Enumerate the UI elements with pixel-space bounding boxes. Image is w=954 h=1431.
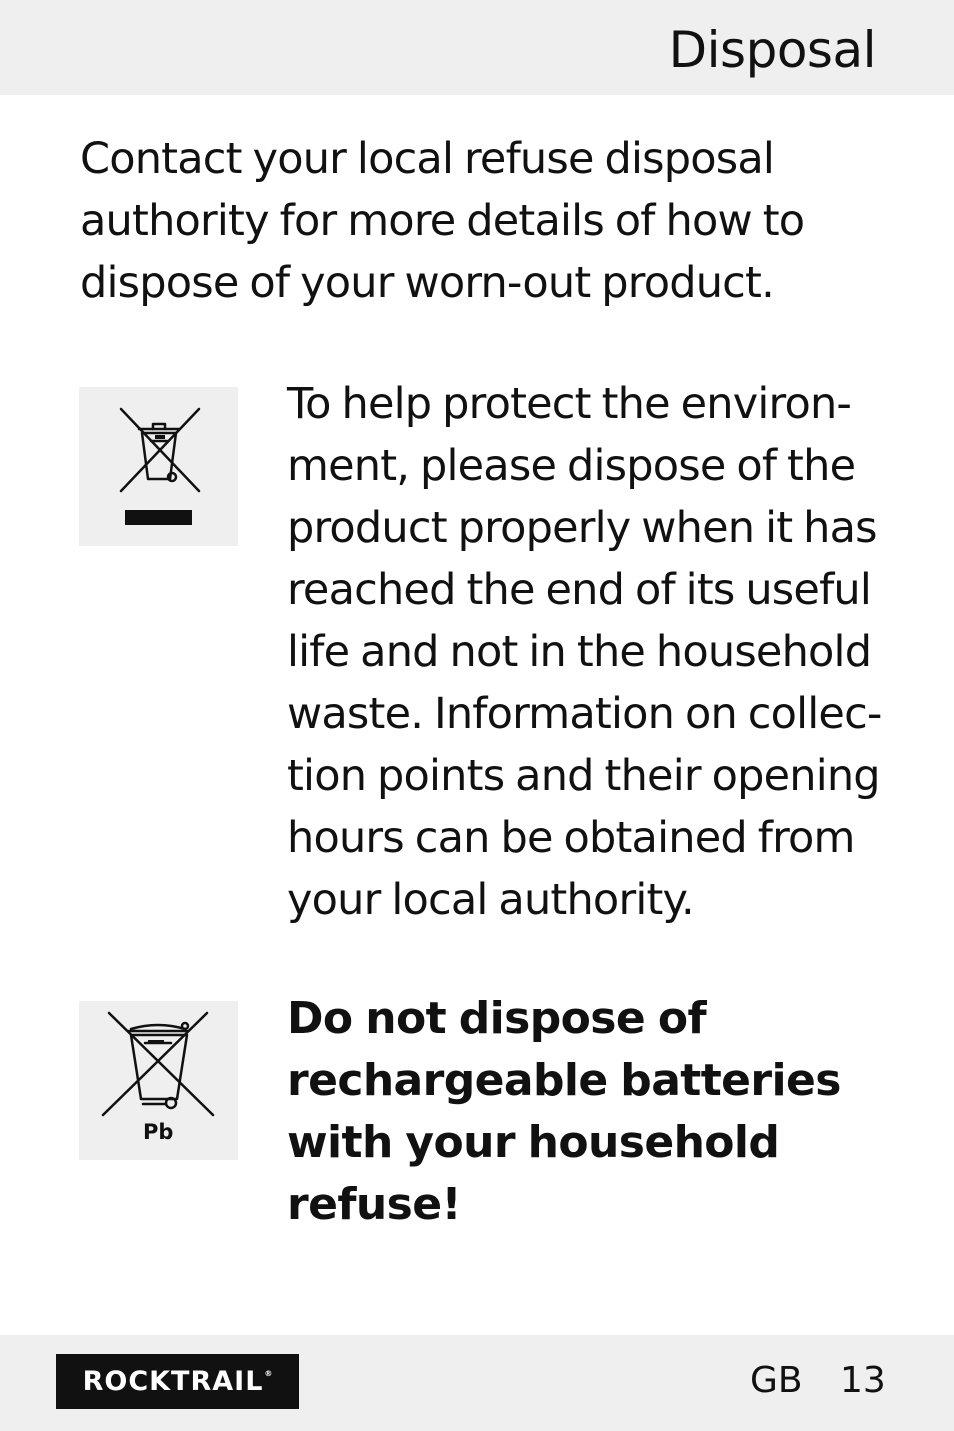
weee-symbol-box <box>79 387 238 546</box>
intro-paragraph: Contact your local refuse disposal authority for more details of how to dispose of your worn-out product. <box>80 134 805 308</box>
brand-logo <box>56 1354 299 1409</box>
battery-warning-line: with your household <box>287 1117 780 1168</box>
brand-name: ROCKTRAIL <box>82 1366 264 1397</box>
weee-line: ment, please dispose of the <box>287 441 856 491</box>
weee-line: reached the end of its useful <box>287 565 872 615</box>
battery-warning-line: Do not dispose of <box>287 993 706 1044</box>
battery-warning <box>287 988 841 1236</box>
weee-line: product properly when it has <box>287 503 877 553</box>
weee-line: tion points and their opening <box>287 751 880 801</box>
battery-warning-line: rechargeable batteries <box>287 1055 841 1106</box>
crossed-out-wheelie-bin-icon <box>79 387 238 546</box>
header-band <box>0 0 954 95</box>
weee-line: To help protect the environ- <box>287 379 852 429</box>
battery-warning-line: refuse! <box>287 1179 461 1230</box>
language-code: GB <box>750 1360 803 1401</box>
weee-paragraph <box>287 373 882 931</box>
page-title: Disposal <box>668 21 876 79</box>
battery-icon-label: Pb <box>143 1120 174 1144</box>
battery-symbol-box <box>79 1001 238 1160</box>
weee-line: waste. Information on collec- <box>287 689 882 739</box>
weee-line: your local authority. <box>287 875 694 925</box>
weee-line: life and not in the household <box>287 627 872 677</box>
page-number: 13 <box>840 1360 886 1401</box>
registered-mark: ® <box>264 1369 273 1378</box>
weee-line: hours can be obtained from <box>287 813 855 863</box>
